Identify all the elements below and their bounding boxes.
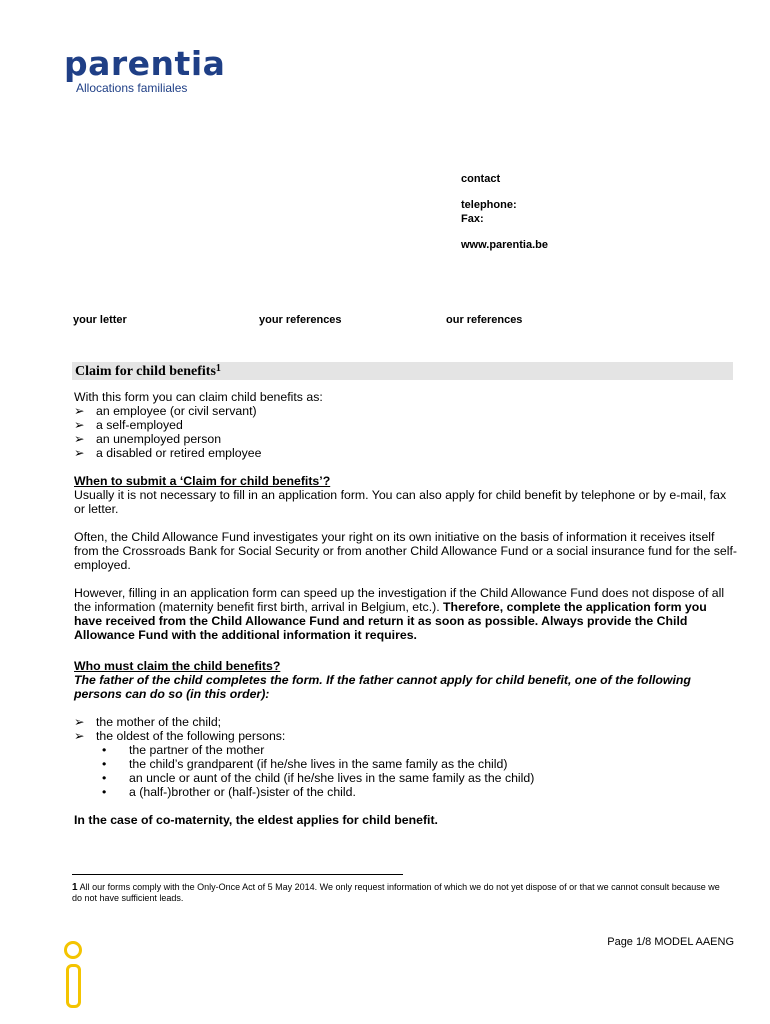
- fax-label: Fax:: [461, 213, 484, 225]
- when-paragraph-1: Usually it is not necessary to fill in an application form. You can also apply for child benefit by telephone or by e-mail, fax or letter.: [74, 488, 727, 516]
- arrow-bullet-icon: ➢: [74, 404, 85, 418]
- list-item: ➢ a self-employed: [74, 418, 183, 432]
- dot-bullet-icon: •: [102, 757, 107, 771]
- your-letter-label: your letter: [73, 314, 127, 326]
- intro-lead: With this form you can claim child benefits as:: [74, 390, 323, 404]
- telephone-label: telephone:: [461, 199, 517, 211]
- who-section: [74, 659, 738, 827]
- info-i-dot-icon: [64, 941, 82, 959]
- arrow-bullet-icon: ➢: [74, 432, 85, 446]
- when-section: [74, 474, 738, 642]
- arrow-bullet-icon: ➢: [74, 715, 85, 729]
- list-item: • an uncle or aunt of the child (if he/she lives in the same family as the child): [102, 771, 535, 785]
- when-paragraph-3: However, filling in an application form can speed up the investigation if the Child Allowance Fund does not dispose of all the information (maternity benefit first birth, arrival in Belgium, etc.). Therefore, complete the application form you have received from the Child Allowance Fund and return it as soon as possible. Always provide the Child Allowance Fund with the additional information it requires.: [74, 586, 725, 642]
- list-item: ➢ the mother of the child;: [74, 715, 222, 729]
- title-text: Claim for child benefits: [75, 364, 216, 379]
- dot-bullet-icon: •: [102, 785, 107, 799]
- when-paragraph-2: Often, the Child Allowance Fund investigates your right on its own initiative on the basis of information it receives itself from the Crossroads Bank for Social Security or from another Child Allowance Fund or a social insurance fund for the self-employed.: [74, 530, 737, 572]
- when-heading: When to submit a ‘Claim for child benefits’?: [74, 474, 331, 488]
- dot-bullet-icon: •: [102, 743, 107, 757]
- list-item: • a (half-)brother or (half-)sister of the child.: [102, 785, 356, 799]
- document-title: [75, 363, 221, 381]
- intro-section: [74, 390, 738, 460]
- list-item: ➢ a disabled or retired employee: [74, 446, 262, 460]
- arrow-bullet-icon: ➢: [74, 418, 85, 432]
- arrow-bullet-icon: ➢: [74, 729, 85, 743]
- footnote: [72, 882, 732, 904]
- footnote-divider: [72, 874, 403, 875]
- list-item: ➢ an unemployed person: [74, 432, 222, 446]
- logo-wordmark: parentia: [64, 44, 226, 83]
- contact-block: [461, 172, 548, 252]
- list-item: ➢ the oldest of the following persons:: [74, 729, 286, 743]
- info-i-stem-icon: [66, 964, 81, 1008]
- footnote-text: All our forms comply with the Only-Once Act of 5 May 2014. We only request information of which we do not yet dispose of or that we cannot consult because we do not have sufficient leads.: [72, 882, 720, 903]
- contact-label: contact: [461, 173, 501, 185]
- list-item: • the partner of the mother: [102, 743, 265, 757]
- your-references-label: your references: [259, 314, 342, 326]
- who-list: [74, 715, 738, 743]
- list-item: • the child’s grandparent (if he/she lives in the same family as the child): [102, 757, 508, 771]
- logo-subtitle: Allocations familiales: [76, 81, 188, 95]
- dot-bullet-icon: •: [102, 771, 107, 785]
- parentia-logo: [62, 40, 242, 100]
- our-references-label: our references: [446, 314, 523, 326]
- list-item: ➢ an employee (or civil servant): [74, 404, 257, 418]
- page-number: Page 1/8 MODEL AAENG: [607, 936, 734, 948]
- who-sublist: [74, 743, 738, 799]
- website-link[interactable]: www.parentia.be: [461, 239, 549, 251]
- title-footnote-mark: 1: [215, 363, 221, 374]
- who-lead: The father of the child completes the form. If the father cannot apply for child benefit, one of the following persons can do so (in this order):: [74, 673, 691, 701]
- who-heading: Who must claim the child benefits?: [74, 659, 281, 673]
- intro-list: [74, 404, 738, 460]
- footnote-mark: 1: [72, 882, 78, 893]
- title-bar: [72, 362, 733, 380]
- arrow-bullet-icon: ➢: [74, 446, 85, 460]
- comaternity-note: In the case of co-maternity, the eldest applies for child benefit.: [74, 813, 438, 827]
